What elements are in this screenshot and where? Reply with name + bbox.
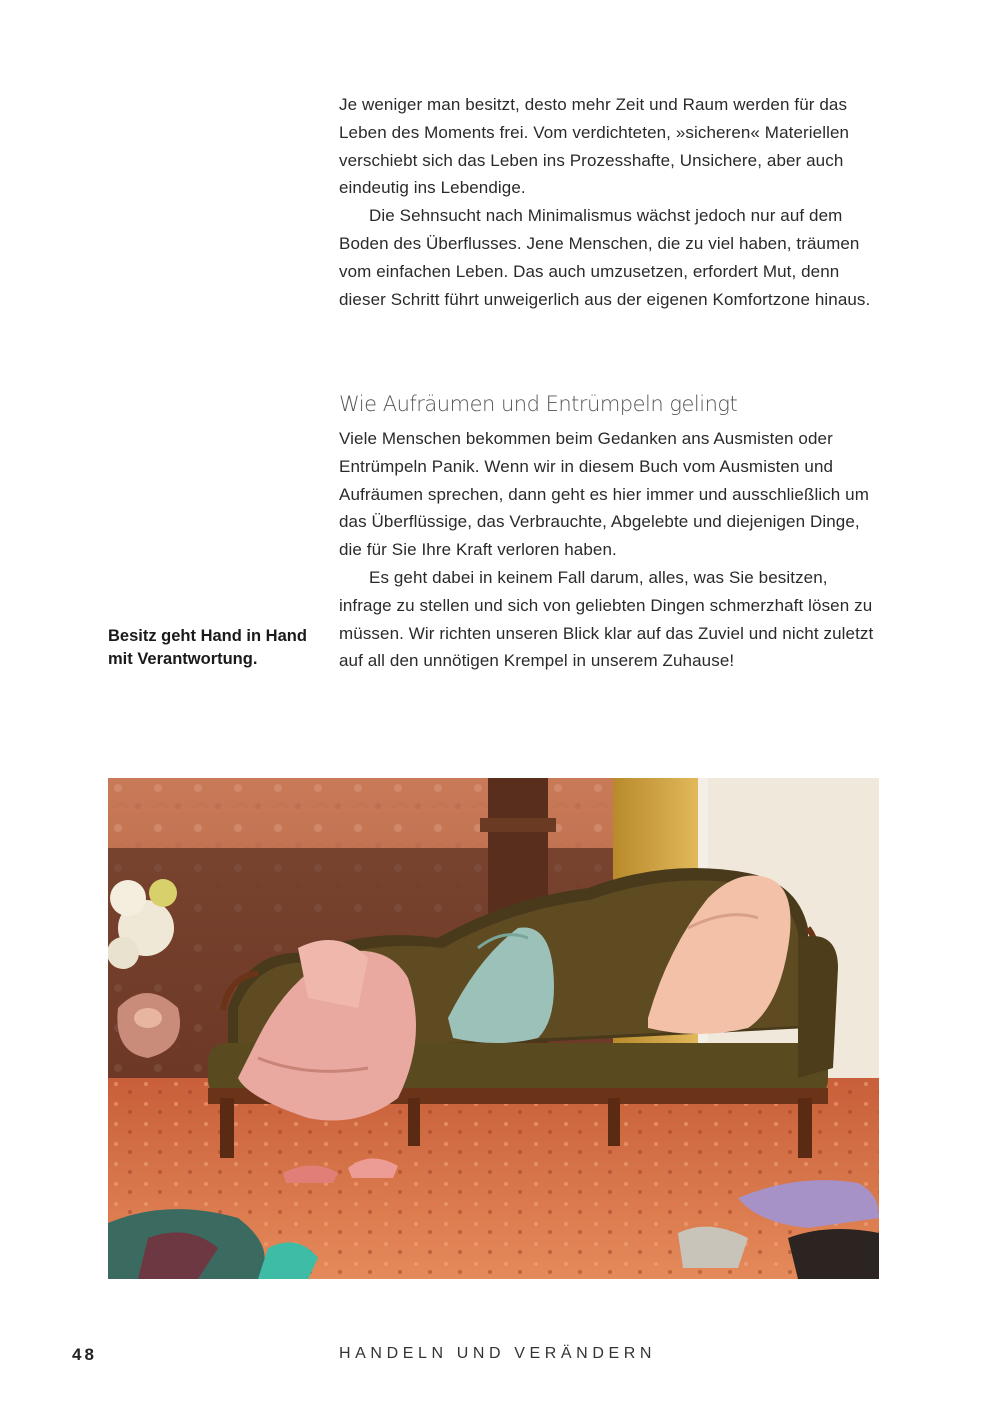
intro-paragraph-2: Die Sehnsucht nach Minimalismus wächst jedoch nur auf dem Boden des Überflusses. Jene Menschen, die zu viel haben, träumen vom einfachen Leben. Das auch umzusetzen, erfordert Mut, denn dieser Schritt führt unweigerlich aus der eigenen Komfortzone hinaus.	[339, 206, 871, 309]
intro-paragraph-1: Je weniger man besitzt, desto mehr Zeit und Raum werden für das Leben des Moments frei. Vom verdichteten, »sicheren« Materiellen verschiebt sich das Leben ins Prozesshafte, Unsichere, aber auch eindeutig ins Lebendige.	[339, 95, 850, 198]
page-number: 48	[72, 1345, 97, 1364]
section-text	[339, 425, 884, 675]
section-paragraph-1: Viele Menschen bekommen beim Gedanken ans Ausmisten oder Entrümpeln Panik. Wenn wir in diesem Buch vom Ausmisten und Aufräumen sprechen, dann geht es hier immer und ausschließlich um das Überflüssige, das Verbrauchte, Abgelebte und diejenigen Dinge, die für Sie Ihre Kraft verloren haben.	[339, 429, 869, 560]
running-head: HANDELN UND VERÄNDERN	[339, 1345, 657, 1362]
photo-messy-sofa	[108, 778, 879, 1279]
section-heading: Wie Aufräumen und Entrümpeln gelingt	[339, 392, 738, 416]
intro-text	[339, 91, 884, 313]
margin-note: Besitz geht Hand in Hand mit Verantwortung.	[108, 627, 307, 668]
section-paragraph-2: Es geht dabei in keinem Fall darum, alles, was Sie besitzen, infrage zu stellen und sich von geliebten Dingen schmerzhaft lösen zu müssen. Wir richten unseren Blick klar auf das Zuviel und nicht zuletzt auf all den unnötigen Krempel in unserem Zuhause!	[339, 567, 874, 671]
